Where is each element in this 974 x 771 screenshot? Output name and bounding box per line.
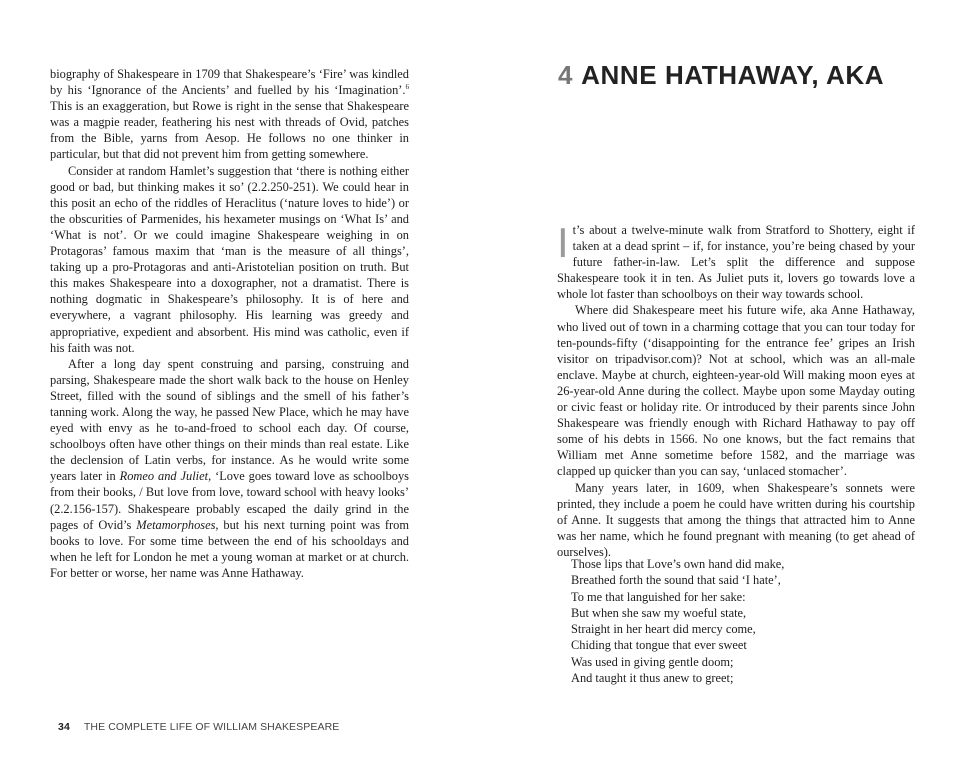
running-head: THE COMPLETE LIFE OF WILLIAM SHAKESPEARE — [83, 721, 340, 733]
italic-title: Metamorphoses — [136, 517, 216, 532]
drop-cap: I — [557, 219, 569, 266]
page-number: 34 — [58, 721, 70, 733]
text-run: , but his next turning point was from books to love. For some time between the end of his schooldays and when he left for London he met a young woman at market or at church. For better or worse, her name was Anne Hathaway. — [50, 517, 410, 580]
text-run: After a long day spent construing and parsing, construing and parsing, Shakespeare made the short walk back to the house on Henley Street, filled with the sound of siblings and the smell of his father’s tanning work. Along the way, he passed New Place, which he may have eyed with envy as he to-and-froed to school each day. Of course, schoolboys often have other things on their minds than real estate. Like the declension of Latin verbs, for instance. As he would write some years later in — [50, 356, 409, 484]
text-run: This is an exaggeration, but Rowe is right in the sense that Shakespeare was a magpie reader, feathering his nest with threads of Ovid, patches from the Bible, yarns from Aesop. He follows no one thinker in particular, but that did not prevent him from getting somewhere. — [50, 99, 409, 162]
verse-line: To me that languished for her sake: — [571, 589, 746, 604]
left-body-text — [50, 66, 409, 581]
right-paragraph-1 — [557, 219, 915, 302]
page-footer — [58, 721, 339, 733]
right-body-text — [557, 219, 915, 560]
text-run: , ‘Love goes toward love as schoolboys from their books, / But love from love, toward school with heavy looks’ (2.2.156-157). Shakespeare probably escaped the daily grind in the pages of Ovid’s — [50, 469, 409, 532]
chapter-title: ANNE HATHAWAY, AKA — [581, 60, 885, 90]
left-paragraph-3 — [50, 356, 409, 581]
text-run: biography of Shakespeare in 1709 that Shakespeare’s ‘Fire’ was kindled by his ‘Ignorance of the Ancients’ and fuelled by his ‘Imagination’. — [50, 67, 409, 98]
verse-line: Those lips that Love’s own hand did make, — [571, 557, 785, 571]
right-paragraph-2: Where did Shakespeare meet his future wife, aka Anne Hathaway, who lived out of town in a charming cottage that you can tour today for ten-pounds-fifty (‘disappointing for the entrance fee’ gripes an Irish visitor on tripadvisor.com)? Not at school, which was an all-male enclave. Maybe at church, eighteen-year-old Will making moon eyes at 26-year-old Anne during the collect. Maybe upon some Mayday outing or civic feast or holiday rite. Or introduced by their parents since John Shakespeare was friendly enough with Richard Hathaway to pay off some of his debts in 1566. No one knows, but the fact remains that William met Anne sometime before 1582, and the marriage was clapped up quicker than you can say, ‘unlaced stomacher’. — [557, 303, 915, 479]
left-paragraph-1 — [50, 66, 409, 163]
italic-title: Romeo and Juliet — [119, 469, 209, 484]
verse-line: Straight in her heart did mercy come, — [571, 622, 756, 637]
left-paragraph-2: Consider at random Hamlet’s suggestion that ‘there is nothing either good or bad, but thinking makes it so’ (2.2.250-251). We could hear in this posit an echo of the riddles of Heraclitus (‘nature loves to hide’) or the obscurities of Parmenides, his hexameter musings on ‘What Is’ and ‘What is not’. Or we could imagine Shakespeare weighing in on Protagoras’ famous maxim that ‘man is the measure of all things’, taking up a pro-Protagoras and anti-Aristotelian position on truth. But this makes Shakespeare into a doxographer, not a dramatist. There is nothing dogmatic in Shakespeare’s philosophy. It is of here and everywhere, a vagrant philosophy. His learning was greedy and appropriative, expedient and absorbent. His mind was catholic, even if his faith was not. — [50, 163, 409, 355]
verse-line: And taught it thus anew to greet; — [571, 671, 734, 686]
text-run: t’s about a twelve-minute walk from Stratford to Shottery, eight if taken at a dead sprint – if, for instance, you’re being chased by your future father-in-law. Let’s split the difference and suppose Shakespeare took it in ten. As Juliet puts it, lovers go towards love a whole lot faster than schoolboys on their way towards school. — [557, 223, 915, 302]
verse-line: Breathed forth the sound that said ‘I hate’, — [571, 573, 781, 588]
verse-line: Was used in giving gentle doom; — [571, 654, 734, 669]
right-paragraph-3: Many years later, in 1609, when Shakespeare’s sonnets were printed, they include a poem he could have written during his courtship of Anne. It suggests that among the things that attracted him to Anne was her name, which he found pregnant with meaning (to get ahead of ourselves). — [557, 480, 915, 559]
verse-line: But when she saw my woeful state, — [571, 605, 747, 620]
chapter-heading — [558, 60, 884, 91]
chapter-number: 4 — [558, 60, 574, 90]
sonnet-excerpt — [571, 556, 911, 686]
verse-line: Chiding that tongue that ever sweet — [571, 638, 747, 653]
footnote-marker: 6 — [405, 82, 409, 91]
